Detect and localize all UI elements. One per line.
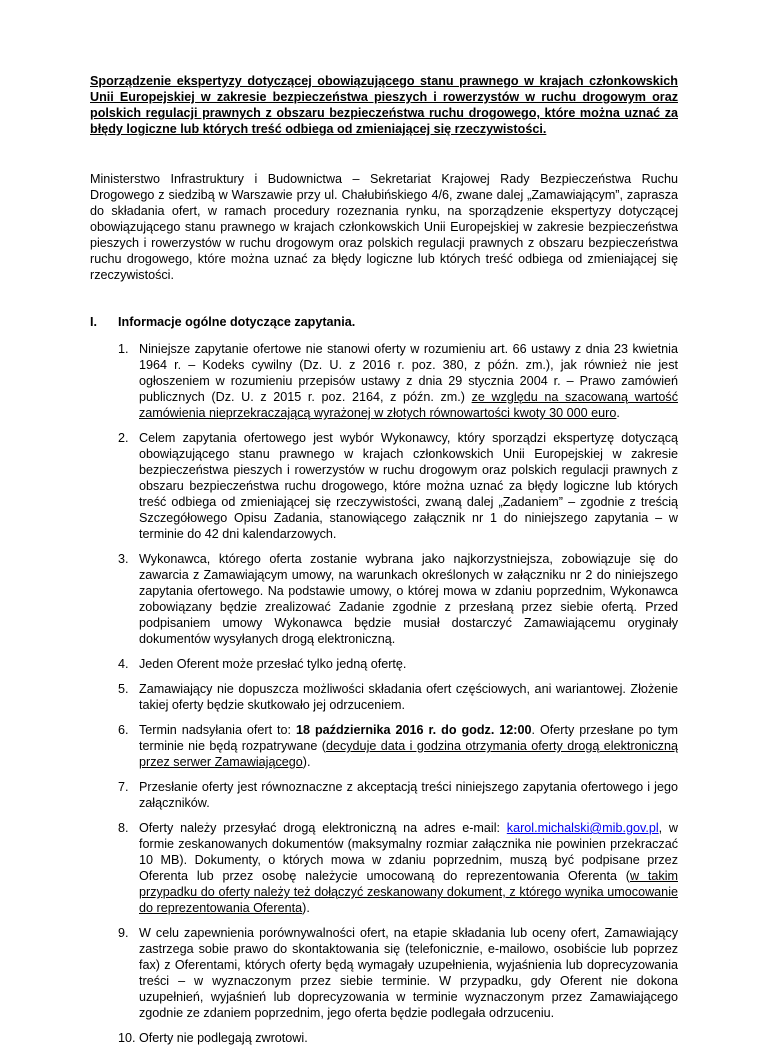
list-item-text: Niniejsze zapytanie ofertowe nie stanowi oferty w rozumieniu art. 66 ustawy z dnia 23 kwietnia 1964 r. – Kodeks cywilny (Dz. U. z 2016 r. poz. 380, z późn. zm.), jak również nie jest ogłoszeniem w rozumieniu przepisów ustawy z dnia 29 stycznia 2004 r. – Prawo zamówień publicznych (Dz. U. z 2015 r. poz. 2164, z późn. zm.) — [139, 342, 678, 404]
list-item-text: Celem zapytania ofertowego jest wybór Wykonawcy, który sporządzi ekspertyzę dotyczącą obowiązującego stanu prawnego w krajach członkowskich Unii Europejskiej w zakresie bezpieczeństwa pieszych i rowerzystów w ruchu drogowym oraz polskich regulacji prawnych z obszaru bezpieczeństwa ruchu drogowego, które można uznać za błędy logiczne lub których treść odbiega od zmieniającej się rzeczywistości, zwaną dalej „Zadaniem” – zgodnie z treścią Szczegółowego Opisu Zadania, stanowiącego załącznik nr 1 do niniejszego zapytania – w terminie do 42 dni kalendarzowych. — [139, 431, 678, 541]
list-item-number: 6. — [118, 723, 129, 737]
list-item-number: 9. — [118, 926, 129, 940]
list-item-number: 7. — [118, 780, 129, 794]
list-item-number: 3. — [118, 552, 129, 566]
intro-paragraph: Ministerstwo Infrastruktury i Budownictwa – Sekretariat Krajowej Rady Bezpieczeństwa Ruchu Drogowego z siedzibą w Warszawie przy ul. Chałubińskiego 4/6, zwane dalej „Zamawiającym”, zaprasza do składania ofert, w ramach procedury rozeznania rynku, na sporządzenie ekspertyzy dotyczącej obowiązującego stanu prawnego w krajach członkowskich Unii Europejskiej w zakresie bezpieczeństwa pieszych i rowerzystów w ruchu drogowym oraz polskich regulacji prawnych z obszaru bezpieczeństwa ruchu drogowego, które można uznać za błędy logiczne lub których treść odbiega od zmieniającej się rzeczywistości. — [90, 172, 678, 282]
list-item-underlined: decyduje data i godzina otrzymania oferty drogą elektroniczną przez serwer Zamawiającego — [139, 739, 678, 769]
list-item-number: 4. — [118, 657, 129, 671]
list-item — [118, 820, 678, 916]
list-item — [118, 430, 678, 542]
list-item-number: 1. — [118, 342, 129, 356]
document-title: Sporządzenie ekspertyzy dotyczącej obowiązującego stanu prawnego w krajach członkowskich Unii Europejskiej w zakresie bezpieczeństwa pieszych i rowerzystów w ruchu drogowym oraz polskich regulacji prawnych z obszaru bezpieczeństwa ruchu drogowego, które można uznać za błędy logiczne lub których treść odbiega od zmieniającej się rzeczywistości. — [90, 74, 678, 136]
list-item-after: ). — [302, 901, 310, 915]
list-item — [118, 656, 678, 672]
list-item-number: 5. — [118, 682, 129, 696]
list-item — [118, 722, 678, 770]
list-item — [118, 1030, 678, 1046]
terms-list — [118, 341, 678, 1055]
list-item-text: Zamawiający nie dopuszcza możliwości składania ofert częściowych, ani wariantowej. Złożenie takiej oferty będzie skutkowało jej odrzuceniem. — [139, 682, 678, 712]
list-item-underlined: ze względu na szacowaną wartość zamówienia nieprzekraczającą wyrażonej w złotych równowartości kwoty 30 000 euro — [139, 390, 679, 420]
list-item-text: , w formie zeskanowanych dokumentów (maksymalny rozmiar załącznika nie powinien przekraczać 10 MB). Dokumenty, o których mowa w zdaniu poprzednim, muszą być podpisane przez Oferenta lub przez osobę należycie umocowaną do reprezentowania Oferenta ( — [139, 821, 678, 883]
list-item-number: 2. — [118, 431, 129, 445]
list-item — [118, 681, 678, 713]
list-item-text: Jeden Oferent może przesłać tylko jedną ofertę. — [139, 657, 407, 671]
list-item-number: 8. — [118, 821, 129, 835]
list-item — [118, 925, 678, 1021]
list-item-text: Termin nadsyłania ofert to: — [139, 723, 297, 737]
section-number: I. — [90, 315, 97, 329]
list-item-text: W celu zapewnienia porównywalności ofert, na etapie składania lub oceny ofert, Zamawiający zastrzega sobie prawo do skontaktowania się (telefonicznie, e-mailowo, osobiście lub poprzez fax) z Oferentami, których oferty będą wymagały uzupełnienia, wyjaśnienia lub doprecyzowania treści – w wyznaczonym przez siebie terminie. W przypadku, gdy Oferent nie dokona uzupełnień, wyjaśnień lub doprecyzowania w terminie wyznaczonym przez Zamawiającego zgodnie ze zdaniem poprzednim, jego oferta będzie podlegała odrzuceniu. — [139, 926, 678, 1020]
list-item-text: . Oferty przesłane po tym terminie nie będą rozpatrywane ( — [139, 723, 679, 753]
list-item-after: ). — [302, 755, 311, 769]
list-item-number: 10. — [118, 1031, 136, 1045]
list-item-text: Przesłanie oferty jest równoznaczne z akceptacją treści niniejszego zapytania ofertowego i jego załączników. — [139, 780, 678, 810]
email-link[interactable]: karol.michalski@mib.gov.pl — [506, 821, 659, 835]
list-item — [118, 341, 678, 421]
list-item-text: Oferty nie podlegają zwrotowi. — [139, 1031, 308, 1045]
list-item-underlined: w takim przypadku do oferty należy też dołączyć zeskanowany dokument, z którego wynika umocowanie do reprezentowania Oferenta — [139, 869, 678, 915]
list-item-after: . — [616, 406, 620, 420]
list-item — [118, 551, 678, 647]
section-heading — [90, 314, 678, 330]
list-item-text: Wykonawca, którego oferta zostanie wybrana jako najkorzystniejsza, zobowiązuje się do zawarcia z Zamawiającym umowy, na warunkach określonych w załączniku nr 2 do niniejszego zapytania ofertowego. Na podstawie umowy, o której mowa w zdaniu poprzednim, Wykonawca zobowiązany będzie zrealizować Zadanie zgodnie z przesłaną przez siebie ofertą. Przed podpisaniem umowy Wykonawca będzie musiał dostarczyć Zamawiającemu oryginały dokumentów wysyłanych drogą elektroniczną. — [139, 552, 678, 646]
section-title: Informacje ogólne dotyczące zapytania. — [118, 315, 356, 329]
list-item-text: Oferty należy przesyłać drogą elektroniczną na adres e-mail: — [139, 821, 507, 835]
deadline-bold: 18 października 2016 r. do godz. 12:00 — [296, 723, 532, 737]
list-item — [118, 779, 678, 811]
